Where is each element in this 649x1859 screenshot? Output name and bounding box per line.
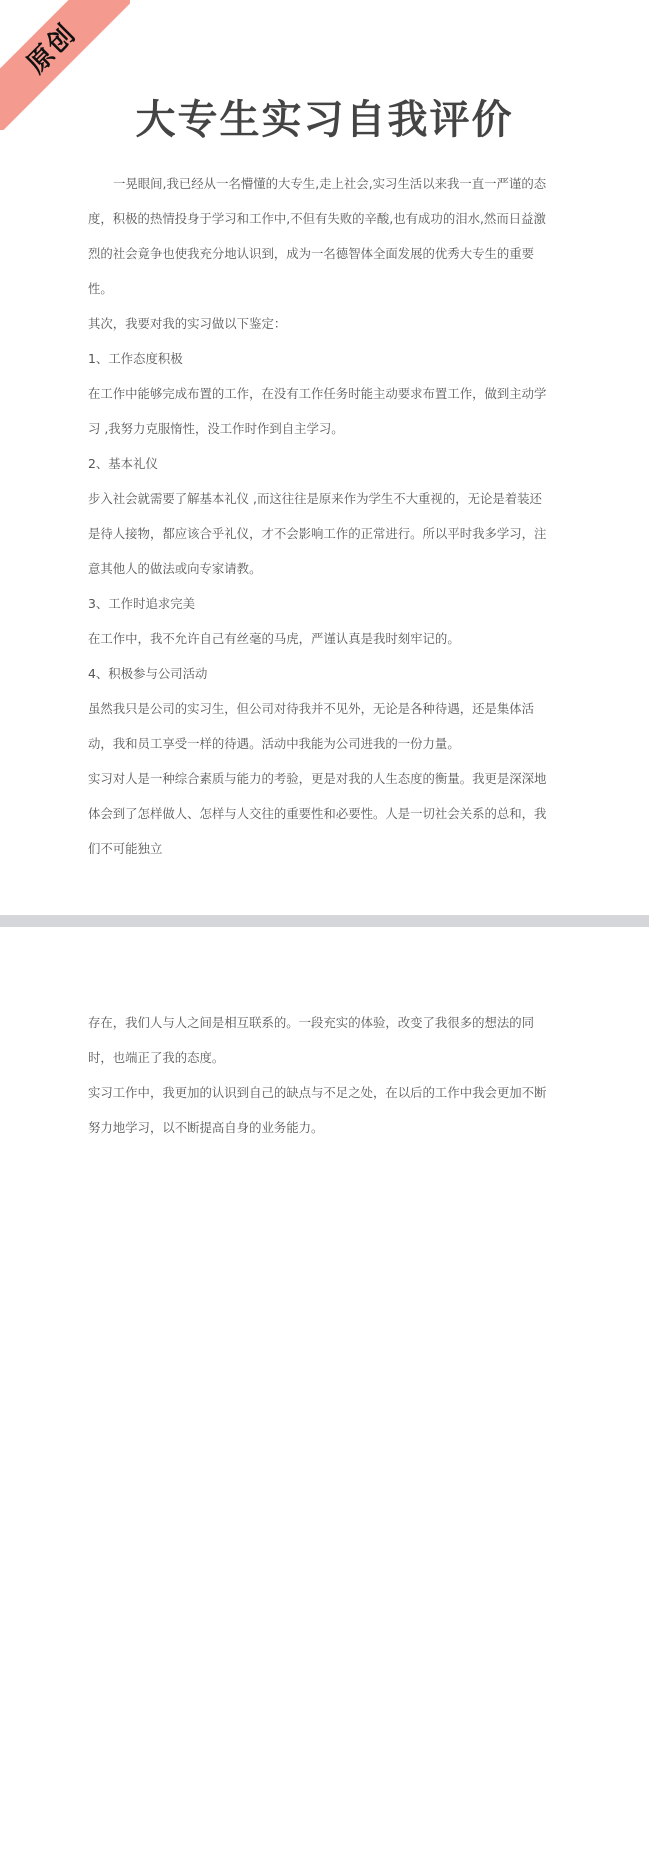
body-paragraph: 在工作中能够完成布置的工作，在没有工作任务时能主动要求布置工作，做到主动学习 ,我努力克服惰性，没工作时作到自主学习。 <box>88 386 547 436</box>
original-badge-label: 原创 <box>21 18 83 80</box>
document-body-page-1 <box>88 166 550 866</box>
body-paragraph: 实习对人是一种综合素质与能力的考验，更是对我的人生态度的衡量。我更是深深地体会到了怎样做人、怎样与人交往的重要性和必要性。人是一切社会关系的总和，我们不可能独立 <box>88 771 547 856</box>
body-paragraph: 实习工作中，我更加的认识到自己的缺点与不足之处，在以后的工作中我会更加不断努力地学习，以不断提高自身的业务能力。 <box>88 1085 547 1135</box>
page-separator <box>0 915 649 927</box>
document-body-page-2 <box>88 1005 550 1145</box>
body-paragraph: 虽然我只是公司的实习生，但公司对待我并不见外，无论是各种待遇，还是集体活动，我和员工享受一样的待遇。活动中我能为公司进我的一份力量。 <box>88 701 535 751</box>
document-title: 大专生实习自我评价 <box>135 97 514 143</box>
section-heading: 2、基本礼仪 <box>88 456 158 471</box>
body-paragraph: 存在，我们人与人之间是相互联系的。一段充实的体验，改变了我很多的想法的同时，也端正了我的态度。 <box>88 1015 535 1065</box>
body-paragraph: 步入社会就需要了解基本礼仪 ,而这往往是原来作为学生不大重视的，无论是着装还是待人接物，都应该合乎礼仪，才不会影响工作的正常进行。所以平时我多学习，注意其他人的做法或向专家请教。 <box>88 491 547 576</box>
section-heading: 1、工作态度积极 <box>88 351 183 366</box>
section-heading: 4、积极参与公司活动 <box>88 666 208 681</box>
body-paragraph: 其次，我要对我的实习做以下鉴定： <box>88 316 287 331</box>
section-heading: 3、工作时追求完美 <box>88 596 196 611</box>
document-page-1 <box>0 0 649 915</box>
body-paragraph: 一晃眼间,我已经从一名懵懂的大专生,走上社会,实习生活以来我一直一严谨的态度，积极的热情投身于学习和工作中,不但有失败的辛酸,也有成功的泪水,然而日益激烈的社会竟争也使我充分地认识到，成为一名德智体全面发展的优秀大专生的重要性。 <box>88 176 547 296</box>
body-paragraph: 在工作中，我不允许自己有丝毫的马虎，严谨认真是我时刻牢记的。 <box>88 631 460 646</box>
